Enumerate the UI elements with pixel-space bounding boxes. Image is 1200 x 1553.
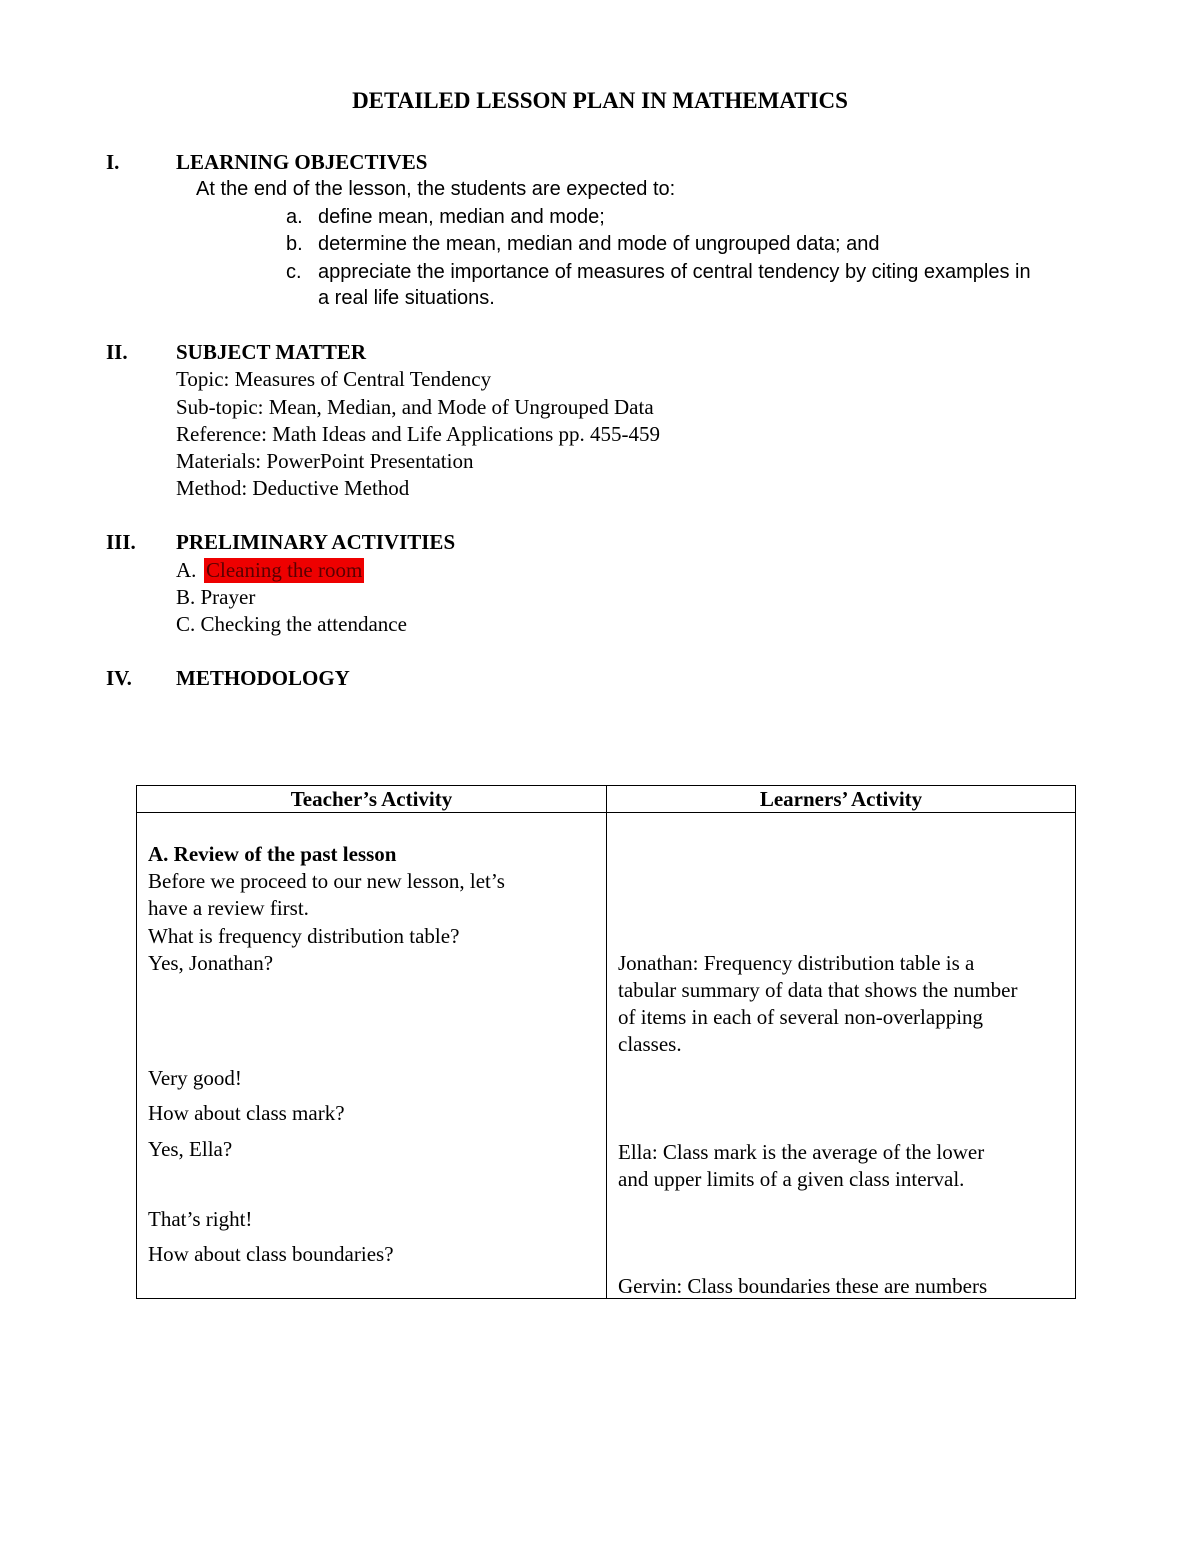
review-subheading: A. Review of the past lesson xyxy=(148,842,397,866)
section-heading-preliminary: PRELIMINARY ACTIVITIES xyxy=(176,530,456,554)
section-numeral: IV. xyxy=(106,666,132,690)
learner-line: Jonathan: Frequency distribution table is a xyxy=(618,951,975,975)
teacher-line: That’s right! xyxy=(148,1207,253,1231)
teacher-line: Before we proceed to our new lesson, let’s xyxy=(148,869,505,893)
teacher-line: Yes, Jonathan? xyxy=(148,951,274,975)
learner-line: classes. xyxy=(618,1032,682,1056)
section-numeral: III. xyxy=(106,530,136,554)
preliminary-letter: A. xyxy=(176,558,197,582)
objective-letter: a. xyxy=(286,206,303,228)
learner-line: and upper limits of a given class interval. xyxy=(618,1167,965,1191)
objective-text-continuation: a real life situations. xyxy=(318,287,495,309)
subject-topic: Topic: Measures of Central Tendency xyxy=(176,367,492,391)
subject-reference: Reference: Math Ideas and Life Applications pp. 455-459 xyxy=(176,422,661,446)
preliminary-item-highlighted: Cleaning the room xyxy=(206,558,363,582)
learner-line: Ella: Class mark is the average of the lower xyxy=(618,1140,985,1164)
section-numeral: II. xyxy=(106,340,128,364)
objectives-intro: At the end of the lesson, the students are expected to: xyxy=(196,178,676,200)
subject-subtopic: Sub-topic: Mean, Median, and Mode of Ungrouped Data xyxy=(176,395,654,419)
teacher-line: have a review first. xyxy=(148,896,309,920)
activity-table xyxy=(136,785,1076,1299)
learner-line: Gervin: Class boundaries these are numbers xyxy=(618,1274,988,1298)
table-column-divider xyxy=(606,786,607,1298)
section-heading-objectives: LEARNING OBJECTIVES xyxy=(176,150,428,174)
objective-text: determine the mean, median and mode of ungrouped data; and xyxy=(318,233,880,255)
subject-materials: Materials: PowerPoint Presentation xyxy=(176,449,474,473)
table-header-teacher: Teacher’s Activity xyxy=(290,787,453,811)
objective-letter: b. xyxy=(286,233,303,255)
preliminary-item: C. Checking the attendance xyxy=(176,612,407,636)
page-title: DETAILED LESSON PLAN IN MATHEMATICS xyxy=(352,88,848,113)
objective-text: define mean, median and mode; xyxy=(318,206,605,228)
table-header-divider xyxy=(137,812,1075,813)
section-heading-subject: SUBJECT MATTER xyxy=(176,340,367,364)
preliminary-item: B. Prayer xyxy=(176,585,256,609)
teacher-line: Very good! xyxy=(148,1066,242,1090)
subject-method: Method: Deductive Method xyxy=(176,476,410,500)
teacher-line: What is frequency distribution table? xyxy=(148,924,460,948)
teacher-line: How about class boundaries? xyxy=(148,1242,394,1266)
learner-line: tabular summary of data that shows the number xyxy=(618,978,1018,1002)
section-heading-methodology: METHODOLOGY xyxy=(176,666,350,690)
teacher-line: How about class mark? xyxy=(148,1101,345,1125)
section-numeral: I. xyxy=(106,150,120,174)
table-header-learners: Learners’ Activity xyxy=(759,787,923,811)
teacher-line: Yes, Ella? xyxy=(148,1137,233,1161)
objective-letter: c. xyxy=(286,261,302,283)
learner-line: of items in each of several non-overlapping xyxy=(618,1005,984,1029)
objective-text: appreciate the importance of measures of central tendency by citing examples in xyxy=(318,261,1031,283)
